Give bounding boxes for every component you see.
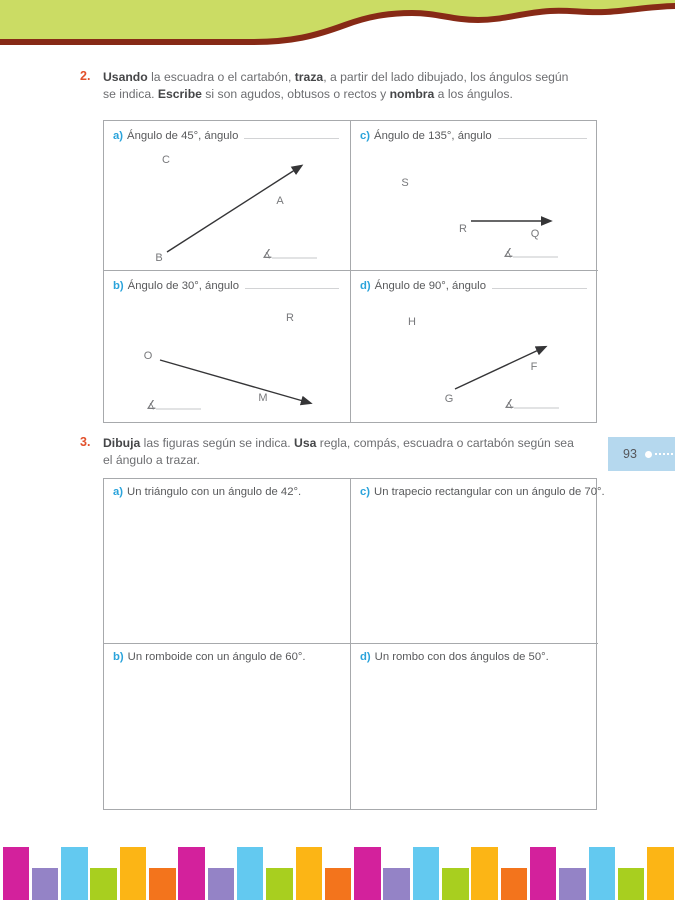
- figures-cell-d-header: [351, 644, 598, 663]
- exercise-3-text-segment: regla, compás, escuadra o cartabón según sea el ángulo a trazar.: [103, 436, 574, 467]
- footer-color-block: [32, 868, 59, 900]
- exercise-3-text-segment: las figuras según se indica.: [140, 436, 295, 450]
- angle-drawing-b: [104, 271, 350, 421]
- wave-green-fill: [0, 0, 675, 42]
- angles-table: [103, 120, 597, 423]
- footer-color-block: [471, 847, 498, 900]
- angle-drawing-c: [351, 121, 597, 270]
- point-label: M: [258, 392, 268, 404]
- cell-title: Un triángulo con un ángulo de 42°.: [127, 486, 302, 498]
- footer-color-block: [618, 868, 645, 900]
- angle-symbol: ∡: [146, 398, 157, 412]
- page-number-tab: [608, 437, 675, 471]
- exercise-3-text-segment: Usa: [294, 436, 317, 450]
- tab-dot-icon: [645, 451, 652, 458]
- cell-title: Un trapecio rectangular con un ángulo de 70°.: [374, 486, 605, 498]
- cell-title: Un rombo con dos ángulos de 50°.: [374, 651, 549, 663]
- footer-color-block: [3, 847, 30, 900]
- cell-label: d): [360, 651, 371, 663]
- point-label: G: [444, 393, 454, 405]
- cell-title: Un romboide con un ángulo de 60°.: [127, 651, 306, 663]
- angles-cell-c: [351, 121, 598, 271]
- angle-symbol: ∡: [503, 246, 514, 260]
- exercise-2-text-segment: Escribe: [157, 86, 202, 101]
- angle-symbol: ∡: [504, 397, 515, 411]
- footer-color-block: [413, 847, 440, 900]
- exercise-2-text-segment: nombra: [389, 86, 435, 101]
- point-label: S: [401, 177, 409, 189]
- point-label: Q: [530, 228, 540, 240]
- figures-cell-d: [351, 644, 598, 809]
- point-label: R: [459, 223, 467, 235]
- exercise-2-text-segment: la escuadra o el cartabón,: [147, 70, 295, 84]
- exercise-2-text: [103, 69, 581, 102]
- exercise-2-intro: [80, 69, 600, 102]
- cell-label: c): [360, 130, 371, 142]
- footer-color-block: [442, 868, 469, 900]
- point-label: H: [408, 316, 416, 328]
- footer-color-block: [237, 847, 264, 900]
- footer-color-block: [354, 847, 381, 900]
- exercise-3-text-segment: Dibuja: [103, 436, 141, 450]
- point-label: C: [162, 154, 170, 166]
- tab-dotted-line: [655, 453, 673, 455]
- cell-label: b): [113, 651, 124, 663]
- footer-color-block: [296, 847, 323, 900]
- figures-cell-c-header: [351, 479, 605, 498]
- exercise-2-text-segment: traza: [294, 70, 324, 84]
- angle-drawing-a: [104, 121, 350, 270]
- footer-color-block: [325, 868, 352, 900]
- angles-cell-d: [351, 271, 598, 422]
- angle-drawing-d: [351, 271, 597, 421]
- point-label: A: [276, 195, 284, 207]
- point-label: R: [286, 312, 294, 324]
- cell-label: a): [113, 130, 124, 142]
- footer-color-block: [149, 868, 176, 900]
- footer-color-block: [559, 868, 586, 900]
- footer-color-block: [647, 847, 674, 900]
- exercise-2-text-segment: a los ángulos.: [434, 86, 513, 101]
- angles-cell-a: [104, 121, 351, 271]
- exercise-3-intro: [80, 435, 600, 468]
- figures-cell-a: [104, 479, 351, 644]
- figures-table: [103, 478, 605, 810]
- cell-label: d): [360, 280, 371, 292]
- footer-color-block: [120, 847, 147, 900]
- figures-cell-b: [104, 644, 351, 809]
- cell-title: Ángulo de 90°, ángulo: [374, 280, 486, 292]
- footer-color-block: [383, 868, 410, 900]
- cell-title: Ángulo de 30°, ángulo: [127, 280, 239, 292]
- footer-color-block: [178, 847, 205, 900]
- cell-label: c): [360, 486, 371, 498]
- footer-color-block: [90, 868, 117, 900]
- angle-symbol: ∡: [262, 247, 273, 261]
- figures-cell-a-header: [104, 479, 350, 498]
- footer-color-block: [61, 847, 88, 900]
- figures-cell-b-header: [104, 644, 350, 663]
- point-label: B: [155, 252, 163, 264]
- page-number: 93: [623, 447, 637, 461]
- footer-color-block: [530, 847, 557, 900]
- cell-title: Ángulo de 45°, ángulo: [127, 130, 239, 142]
- angles-cell-b: [104, 271, 351, 422]
- exercise-3-number: 3.: [80, 435, 91, 449]
- point-label: F: [530, 361, 538, 373]
- exercise-2-text-segment: , a partir del lado dibujado, los ángulos según se indica.: [103, 70, 569, 101]
- exercise-3-text: [103, 435, 581, 468]
- figures-cell-c: [351, 479, 605, 644]
- cell-label: b): [113, 280, 124, 292]
- footer-color-block: [501, 868, 528, 900]
- cell-label: a): [113, 486, 124, 498]
- footer-color-block: [589, 847, 616, 900]
- cell-title: Ángulo de 135°, ángulo: [374, 130, 492, 142]
- top-wave-decoration: [0, 0, 675, 50]
- footer-color-block: [266, 868, 293, 900]
- footer-color-block: [208, 868, 235, 900]
- exercise-2-text-segment: si son agudos, obtusos o rectos y: [201, 86, 390, 101]
- footer-border: [0, 847, 675, 900]
- point-label: O: [143, 350, 153, 362]
- exercise-2-text-segment: Usando: [103, 70, 148, 84]
- exercise-2-number: 2.: [80, 69, 91, 83]
